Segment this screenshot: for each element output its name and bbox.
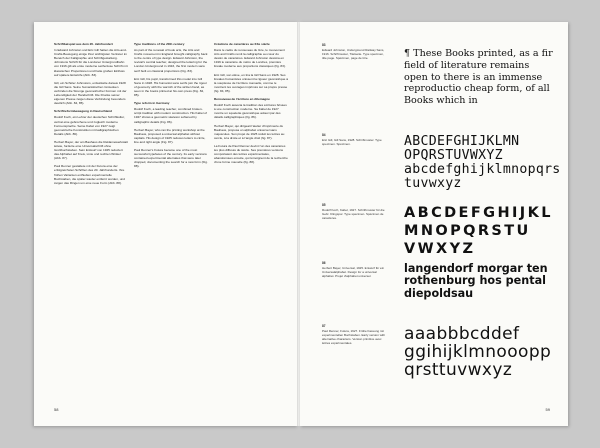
right-page: [300, 22, 568, 426]
paragraph: Rudolf Koch associa la tradition des écritures brisées à une construction moderne. Sa Kabel de 1927 montre un squelette géométrique adouci par des détails calligraphiques (fig. 86).: [214, 103, 287, 120]
caption-number: 87: [322, 324, 326, 328]
caption-text: Herbert Bayer, Universal, 1925. Entwurf für ein Universalalphabet. Design for a universal alphabet. Projet d'alphabet universel.: [322, 265, 385, 278]
page-number: 58: [54, 407, 59, 412]
column-subheading: Renouveau de l'écriture en Allemagne: [214, 97, 270, 102]
paragraph: In Edward Johnston und Eric Gill hatten die Arts-and-Crafts-Bewegung einige ihrer wichtigsten Vertreter im Bereich der Kalligraphie und Schriftgestaltung. Johnstons Schrift für die Londoner Untergrundbahn von 1916 gilt als erste moderne serifenlose Schrift mit klassischen Proportionen und hatte großen Einfluss auf spätere Entwürfe (Abb. 83).: [54, 48, 128, 77]
paragraph: Dans le cadre du renouveau du livre, le mouvement Arts and Crafts remit la calligraphie au cœur du dessin de caractères. Edward Johnston dessina en 1916 le caractère du métro de Londres, première linéale moderne aux proportions classiques (fig. 83).: [214, 48, 286, 69]
paragraph: Herbert Bayer, who ran the printing workshop at the Bauhaus, proposed a universal alphabet without capitals. His design of 1925 reduces letters to circle, line and right angle (Fig. 87).: [134, 127, 206, 144]
pilcrow-icon: ¶: [404, 48, 411, 59]
paragraph: La Futura de Paul Renner devint l'un des caractères les plus diffusés du siècle. Ses premières versions comportaient des lettres expérimentales, abandonnées ensuite, qui témoignent de la recherche d'une forme nouvelle (fig. 88).: [214, 143, 288, 165]
paragraph: Paul Renner's Futura became one of the most successful typefaces of the century. Its early versions contained experimental alternates that were later dropped, documenting the search for a new form (Fig. 88).: [134, 147, 208, 169]
paragraph: Herbert Bayer, der am Bauhaus die Reklamewerkstatt leitete, forderte eine Universalschrift ohne Großbuchstaben. Sein Entwurf von 1925 reduziert das Alphabet auf Kreis, Linie und rechten Winkel (Abb. 87).: [54, 139, 128, 161]
paragraph: Rudolf Koch, ein Lehrer der deutschen Schriftkultur, vertrat eine gebrochene und zugleich moderne Formensprache. Seine Kabel von 1927 zeigt geometrische Konstruktion mit kalligraphischen Details (Abb. 86).: [54, 115, 125, 136]
caption-text: Rudolf Koch, Kabel, 1927. Schriftmuster für die Gebr. Klingspor. Type specimen. Spécimen de caractères.: [322, 207, 385, 220]
figure-caption: [322, 204, 388, 221]
paragraph: Herbert Bayer, qui dirigeait l'atelier d'imprimerie du Bauhaus, proposa un alphabet universel sans majuscules. Son projet de 1925 réduit les lettres au cercle, à la droite et à l'angle droit (fig. 87).: [214, 123, 285, 140]
caption-text: Eric Gill, Gill Sans, 1928. Schriftmuster. Type specimen. Spécimen.: [322, 137, 382, 146]
caption-number: 85: [322, 203, 326, 207]
column-subheading: Type reform in Germany: [134, 101, 170, 106]
alphabet-specimen-koch: ABCDEFGHIJKL MNOPQRSTU VWXYZ: [404, 205, 553, 257]
paragraph: Eric Gill, son élève, en tira la Gill Sans en 1928. Ses linéales humanistes unissent la rigueur géométrique à la souplesse de l'écriture manuelle, comme le montrent les ouvrages imprimés sur sa propre presse (fig. 84, 85).: [214, 72, 288, 93]
page-number: 59: [545, 407, 550, 412]
caption-text: Edward Johnston, Underground Railway Sans, 1916. Schriftmuster, Titelseite. Type specimen, title page. Spécimen, page de titre.: [322, 47, 385, 60]
gill-text-specimen: [404, 48, 554, 107]
figure-caption: [322, 325, 388, 346]
text-column-german: [54, 42, 128, 189]
text-column-english: [134, 42, 208, 172]
column-heading: Schriftbeispiel aus dem 20. Jahrhundert: [54, 42, 113, 46]
paragraph: Gill, ein Schüler Johnstons, entwickelte daraus 1928 die Gill Sans. Seine humanistischen Grotesken verbinden die Strenge geometrischer Formen mit der Lebendigkeit der Handschrift. Die Drucke seiner eigenen Presse zeigen diese Verbindung besonders deutlich (Abb. 84, 85).: [54, 80, 127, 106]
column-heading: Créations de caractères au XXe siècle: [214, 42, 270, 46]
figure-caption: [322, 262, 388, 279]
caption-number: 84: [322, 133, 326, 137]
column-subheading: Schriftreformbewegung in Deutschland: [54, 109, 112, 114]
text-column-french: [214, 42, 288, 168]
column-heading: Type traditions of the 20th century: [134, 42, 185, 46]
paragraph: Paul Renner gestaltete mit der Futura eine der erfolgreichsten Schriften des 20. Jahrhunderts. Ihre frühen Varianten enthielten experimentelle Buchstaben, die später wieder entfernt wurden, und zeigen das Ringen um eine neue Form (Abb. 88).: [54, 164, 125, 185]
paragraph: Rudolf Koch, a leading teacher, combined broken-script tradition with modern construction. His Kabel of 1927 shows a geometric skeleton softened by calligraphic details (Fig. 86).: [134, 107, 207, 124]
paragraph: As part of the renewal of book arts, the Arts and Crafts movement in England brought calligraphy back to the centre of type design. Edward Johnston, the revival's central teacher, designed the lettering for the London Underground in 1916, the first modern sans serif built on classical proportions (Fig. 83).: [134, 48, 208, 73]
bayer-text-specimen: langendorf morgar ten rothenburg hos pental diepoldsau: [404, 262, 548, 300]
left-page: [34, 22, 298, 426]
specimen-text: These Books printed, as a fir field of literature remains open to there is an immense reproductio cheap form, of all Books which in: [404, 48, 553, 107]
futura-alternates-specimen: aaabbbcddef ggihijklmnooopp qrsttuvwxyz: [404, 324, 552, 380]
caption-text: Paul Renner, Futura, 1927. Frühe Fassung mit experimentellen Buchstaben. Early version with alternative characters. Version primitive avec lettres expérimentales.: [322, 328, 386, 345]
figure-caption: [322, 134, 388, 147]
caption-number: 86: [322, 261, 326, 265]
figure-caption: [322, 44, 388, 61]
caption-number: 83: [322, 43, 326, 47]
paragraph: Eric Gill, his pupil, transformed this model into Gill Sans in 1928. His humanist sans serifs join the rigour of geometry with the warmth of the written hand, as seen in the books printed at his own press (Fig. 84, 85).: [134, 76, 207, 98]
alphabet-specimen-johnston: ABCDEFGHIJKLMN OPQRSTUVWXYZ abcdefghijklmnopqrs tuvwxyz: [404, 134, 561, 191]
